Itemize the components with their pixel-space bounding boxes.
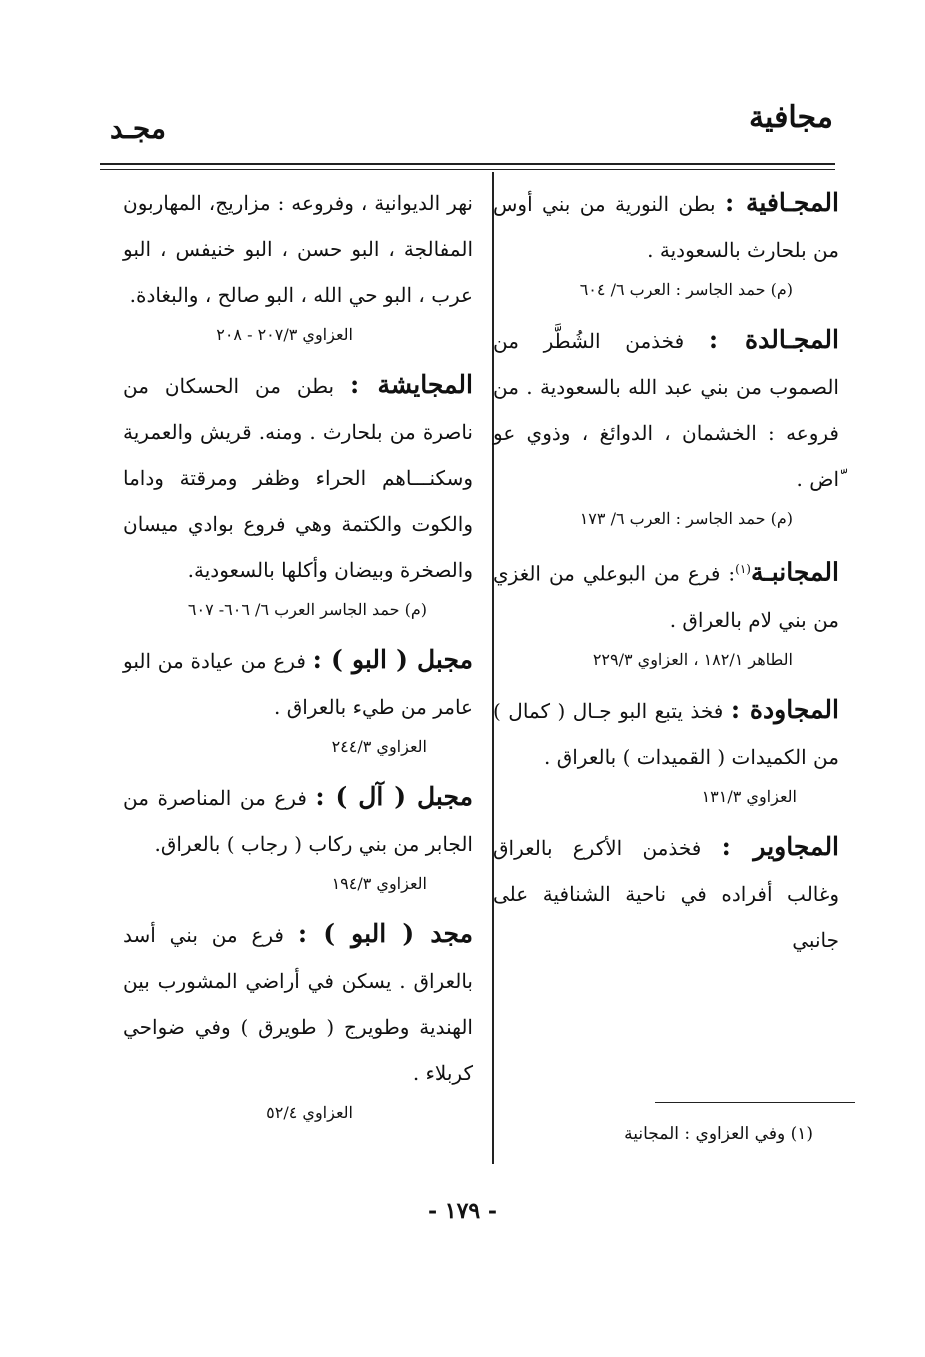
entry-head: مجد ( البو ) :: [297, 919, 474, 948]
entry-head: مجبل ( البو ) :: [312, 645, 474, 674]
entry-ref: الطاهر ١٨٢/١ ، العزاوي ٢٢٩/٣: [592, 649, 793, 669]
entry-mujbil-albu: [123, 637, 473, 764]
page-number: - ١٧٩ -: [427, 1198, 498, 1224]
entry-text: فخذمن الشُطَّر من الصموب من بني عبد الله بالسعودية . من فروعه : الخشمان ، الدوائغ ، وذوي عو ّاض .: [493, 329, 839, 491]
entry-mujafiya: [493, 180, 839, 307]
entry-body: [493, 180, 839, 273]
running-header-left: مجـد: [110, 112, 166, 145]
entry-ref: (م) حمد الجاسر : العرب ٦/ ١٧٣: [579, 509, 793, 528]
entry-text: نهر الديوانية ، وفروعه : مزاريج، المهاربون المفالجة ، البو حسن ، البو خنيفس ، البو عرب ، البو حي الله ، البو صالح ، والبغادة.: [123, 191, 473, 307]
entry-head: المجاوير :: [721, 831, 840, 861]
entry-ref: العزاوي ١٩٤/٣: [331, 874, 427, 893]
entry-mujayisha: [123, 362, 473, 627]
entry-ref: (م) حمد الجاسر العرب ٦/ ٦٠٦- ٦٠٧: [187, 600, 427, 619]
running-header-right: مجافية: [748, 100, 833, 135]
entry-head: المجايشة :: [350, 370, 473, 399]
entry-body: [123, 911, 473, 1096]
entry-body: [493, 687, 839, 780]
footnote-marker: (١): [735, 562, 751, 576]
entry-mujawir-continued: [123, 180, 473, 352]
entry-text: بطن من الحسكان من ناصرة من بلحارث . ومنه. قريش والعمرية وسكنـــاهم الحراء وظفر ومرقتة وداما والكوت والكتمة وهي فروع بوادي ميسان والصخرة وبيضان وأكلها بالسعودية.: [123, 374, 473, 582]
entry-head: المجانبـة: [750, 557, 839, 587]
entry-ref: (م) حمد الجاسر : العرب ٦/ ٦٠٤: [579, 280, 793, 299]
entry-head: مجبل ( آل ) :: [315, 782, 473, 811]
entry-mujaniba: [493, 546, 839, 677]
entry-body: [493, 317, 839, 502]
entry-text: فرع من بني أسد بالعراق . يسكن في أراضي المشورب بين الهندية وطويرج ( طويرق ) وفي ضواحي كربلاء .: [123, 923, 473, 1085]
entry-mujawada: [493, 687, 839, 814]
entry-body: [123, 637, 473, 730]
entry-text: : فرع من البوعلي من الغزي من بني لام بالعراق .: [493, 561, 839, 632]
entry-body: [123, 180, 473, 318]
entry-ref: العزاوي ١٣١/٣: [701, 786, 797, 806]
entry-body: [123, 774, 473, 867]
entry-mujalida: [493, 317, 839, 536]
entry-body: [123, 362, 473, 593]
header-rule-thick: [100, 163, 835, 165]
entry-text: فرع من عيادة من البو عامر من طيء بالعراق .: [123, 649, 473, 719]
entry-head: المجـالدة :: [708, 325, 839, 354]
entry-body: [493, 546, 839, 643]
entry-majd-albu: [123, 911, 473, 1130]
entry-text: فخذ يتبع البو جـال ( كمال ) من الكميدات ( القميدات ) بالعراق .: [493, 698, 839, 769]
entry-text: فرع من المناصرة من الجابر من بني ركاب ( رجاب ) بالعراق.: [123, 786, 473, 856]
left-column: [123, 180, 473, 1140]
entry-mujbil-al: [123, 774, 473, 901]
entry-body: [493, 824, 839, 963]
right-column: [493, 180, 839, 971]
entry-head: المجاودة :: [730, 694, 839, 724]
entry-ref: العزاوي ٢٤٤/٣: [331, 737, 427, 756]
entry-mujawir: [493, 824, 839, 963]
entry-ref: العزاوي ٢٠٧/٣ - ٢٠٨: [216, 325, 353, 344]
entry-ref: العزاوي ٥٢/٤: [266, 1103, 353, 1122]
entry-text: فخذمن الأكرع بالعراق وغالب أفراده في ناحية الشنافية على جانبي: [493, 835, 839, 952]
header-rule-thin: [100, 169, 835, 170]
entry-text: بطن النورية من بني أوس من بلحارث بالسعودية .: [493, 192, 839, 262]
footnote-rule: [655, 1102, 855, 1103]
entry-head: المجـافية :: [725, 188, 839, 217]
footnote: (١) وفي العزاوي : المجانية: [624, 1124, 813, 1144]
